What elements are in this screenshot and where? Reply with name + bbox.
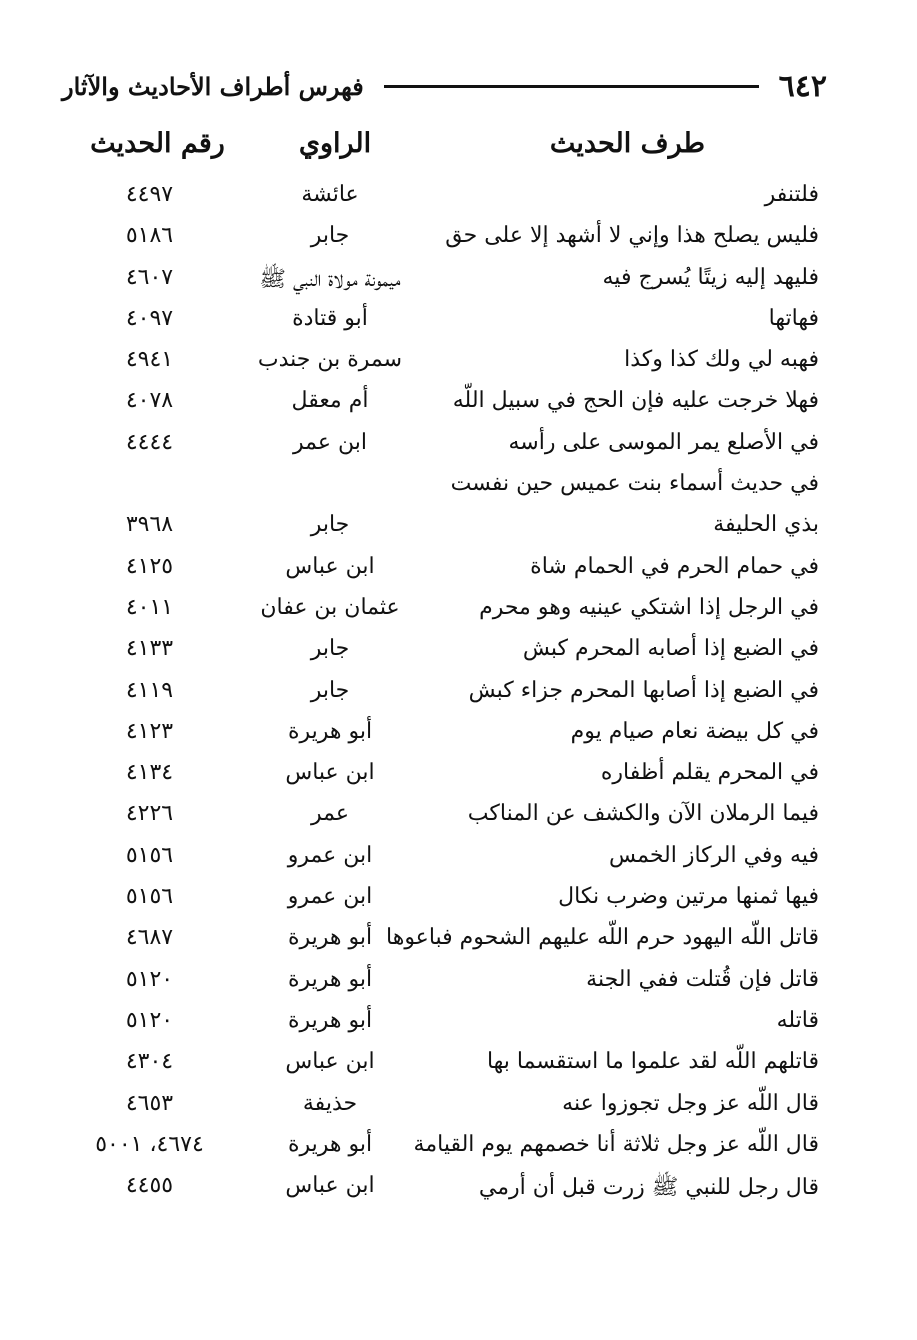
running-title: فهرس أطراف الأحاديث والآثار [62, 71, 364, 101]
hadith-number: ٤١٢٣ [125, 718, 174, 744]
table-row [0, 717, 917, 758]
hadith-text: قال اللّه عز وجل ثلاثة أنا خصمهم يوم القيامة [413, 1131, 819, 1157]
hadith-number: ٥١٥٦ [125, 884, 174, 910]
narrator-name: عائشة [301, 182, 359, 207]
table-row [0, 469, 917, 510]
narrator-name: أم معقل [291, 388, 369, 414]
hadith-number: ٤٤٤٤ [125, 429, 174, 455]
column-header-hadith: طرف الحديث [549, 128, 705, 159]
narrator-name: سمرة بن جندب [257, 347, 403, 373]
hadith-number: ٥١٨٦ [125, 223, 174, 249]
column-header-narrator: الراوي [298, 128, 372, 159]
narrator-name: ميمونة مولاة النبي ﷺ [259, 266, 401, 292]
hadith-number: ٤٤٩٧ [125, 182, 174, 207]
narrator-name: جابر [310, 223, 350, 249]
table-row [0, 923, 917, 964]
hadith-number: ٤٤٥٥ [125, 1173, 174, 1199]
narrator-name: عمر [311, 801, 349, 827]
hadith-text: فليس يصلح هذا وإني لا أشهد إلا على حق [445, 223, 819, 249]
table-row [0, 1089, 917, 1130]
hadith-number: ٥١٢٠ [125, 966, 174, 992]
table-row [0, 1171, 917, 1212]
hadith-text: فهاتها [768, 305, 819, 331]
hadith-text: في حديث أسماء بنت عميس حين نفست [450, 471, 819, 497]
column-header-number: رقم الحديث [90, 128, 225, 159]
hadith-text: في الرجل إذا اشتكي عينيه وهو محرم [479, 594, 819, 620]
table-row [0, 758, 917, 799]
hadith-number: ٤١٣٤ [125, 760, 174, 786]
table-row [0, 304, 917, 345]
hadith-text: بذي الحليفة [713, 512, 819, 538]
table-row [0, 965, 917, 1006]
narrator-name: حذيفة [302, 1090, 358, 1116]
index-table [0, 180, 917, 1212]
hadith-text: في الأصلع يمر الموسى على رأسه [508, 429, 819, 455]
table-row [0, 799, 917, 840]
table-row [0, 841, 917, 882]
table-row [0, 593, 917, 634]
header-rule [384, 85, 759, 88]
narrator-name: عثمان بن عفان [260, 594, 400, 620]
hadith-text: في الضبع إذا أصابه المحرم كبش [522, 636, 819, 662]
hadith-number: ٤٩٤١ [125, 347, 174, 373]
hadith-number: ٤٢٢٦ [125, 801, 174, 827]
hadith-number: ٤٦٥٣ [125, 1090, 174, 1116]
table-row [0, 345, 917, 386]
table-row [0, 552, 917, 593]
hadith-text: في حمام الحرم في الحمام شاة [530, 553, 819, 579]
narrator-name: ابن عمرو [287, 884, 373, 910]
narrator-name: جابر [310, 677, 350, 703]
table-row [0, 634, 917, 675]
hadith-text: فيما الرملان الآن والكشف عن المناكب [467, 801, 819, 827]
table-row [0, 263, 917, 304]
hadith-text: فهبه لي ولك كذا وكذا [624, 347, 819, 373]
hadith-number: ٥١٥٦ [125, 842, 174, 868]
table-row [0, 676, 917, 717]
hadith-text: قاتل فإن قُتلت ففي الجنة [586, 966, 819, 992]
hadith-text: قال اللّه عز وجل تجوزوا عنه [562, 1090, 819, 1116]
narrator-name: ابن عباس [285, 1049, 375, 1075]
narrator-name: أبو هريرة [287, 1131, 373, 1157]
table-row [0, 882, 917, 923]
narrator-name: ابن عباس [285, 553, 375, 579]
hadith-text: فلتنفر [764, 182, 819, 207]
hadith-number: ٥١٢٠ [125, 1007, 174, 1033]
table-row [0, 510, 917, 551]
narrator-name: أبو هريرة [287, 925, 373, 951]
hadith-number: ٤٣٠٤ [125, 1049, 174, 1075]
narrator-name: أبو قتادة [292, 305, 368, 331]
hadith-text: في الضبع إذا أصابها المحرم جزاء كبش [468, 677, 819, 703]
page-number: ٦٤٢ [778, 68, 827, 104]
hadith-text: فيها ثمنها مرتين وضرب نكال [558, 884, 819, 910]
hadith-number: ٤١١٩ [125, 677, 174, 703]
hadith-text: قاتل اللّه اليهود حرم اللّه عليهم الشحوم فباعوها [386, 925, 819, 951]
narrator-name: أبو هريرة [287, 1007, 373, 1033]
hadith-text: في المحرم يقلم أظفاره [600, 760, 819, 786]
hadith-text: قاتلهم اللّه لقد علموا ما استقسما بها [486, 1049, 819, 1075]
narrator-name: أبو هريرة [287, 966, 373, 992]
hadith-text: قاتله [776, 1007, 819, 1033]
hadith-number: ٤٠٩٧ [125, 305, 174, 331]
hadith-number: ٤١٣٣ [125, 636, 174, 662]
page-header [62, 64, 827, 108]
table-row [0, 180, 917, 221]
hadith-text: قال رجل للنبي ﷺ زرت قبل أن أرمي [478, 1175, 819, 1201]
narrator-name: ابن عباس [285, 760, 375, 786]
hadith-number: ٤٠١١ [125, 594, 174, 620]
narrator-name: جابر [310, 512, 350, 538]
table-row [0, 1130, 917, 1171]
narrator-name: ابن عباس [285, 1173, 375, 1199]
table-row [0, 428, 917, 469]
table-row [0, 1047, 917, 1088]
hadith-number: ٤٦٧٤، ٥٠٠١ [95, 1131, 204, 1157]
narrator-name: ابن عمرو [287, 842, 373, 868]
hadith-text: في كل بيضة نعام صيام يوم [570, 718, 819, 744]
hadith-number: ٣٩٦٨ [125, 512, 174, 538]
table-row [0, 386, 917, 427]
narrator-name: ابن عمر [293, 429, 367, 455]
hadith-number: ٤٦٨٧ [125, 925, 174, 951]
hadith-text: فيه وفي الركاز الخمس [609, 842, 819, 868]
table-row [0, 1006, 917, 1047]
hadith-text: فليهد إليه زيتًا يُسرج فيه [602, 264, 819, 290]
hadith-text: فهلا خرجت عليه فإن الحج في سبيل اللّه [452, 388, 819, 414]
narrator-name: أبو هريرة [287, 718, 373, 744]
narrator-name: جابر [310, 636, 350, 662]
hadith-number: ٤٦٠٧ [125, 264, 174, 290]
table-row [0, 221, 917, 262]
hadith-number: ٤١٢٥ [125, 553, 174, 579]
hadith-number: ٤٠٧٨ [125, 388, 174, 414]
